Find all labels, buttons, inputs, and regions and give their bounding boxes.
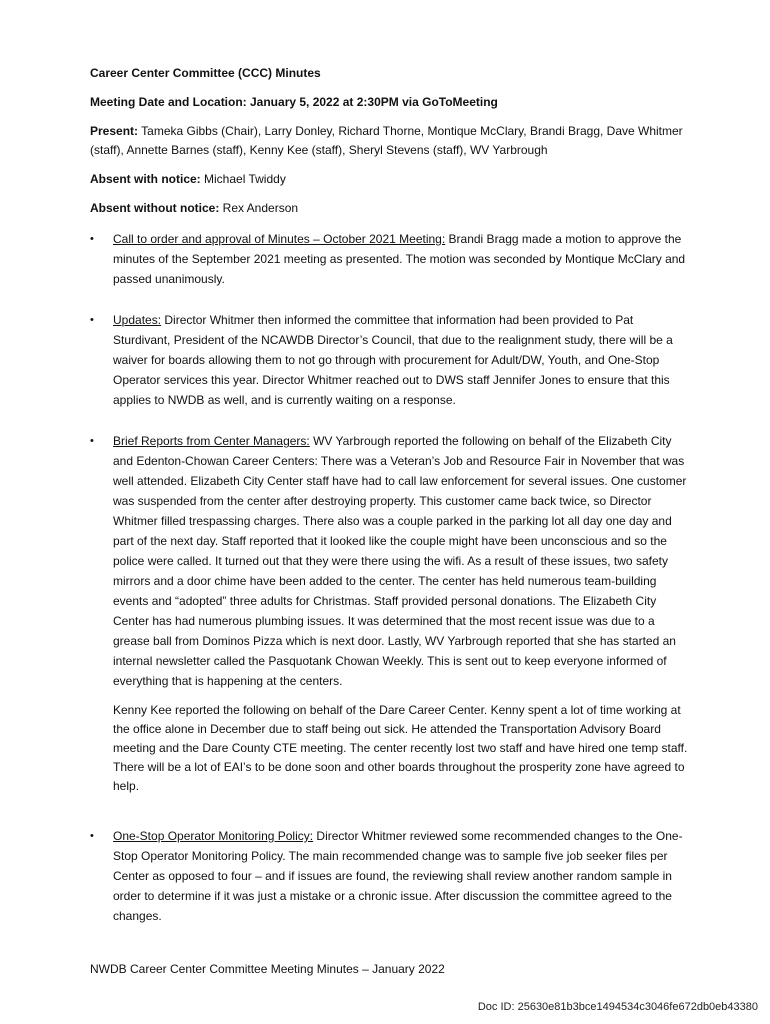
document-title: Career Center Committee (CCC) Minutes xyxy=(90,66,321,80)
agenda-item-center-reports xyxy=(90,431,688,691)
present-line xyxy=(90,122,688,160)
doc-id: Doc ID: 25630e81b3bce1494534c3046fe672db0eb43380 xyxy=(477,1001,758,1013)
bullet-icon: • xyxy=(90,830,94,842)
agenda-item-text: WV Yarbrough reported the following on behalf of the Elizabeth City and Edenton-Chowan Career Centers: There was a Veteran’s Job and Resource Fair in November that was well attended. Elizabeth City Center staff have had to call law enforcement for several issues. One customer was suspended from the center after destroying property. This customer came back twice, so Director Whitmer filled trespassing charges. There also was a couple parked in the parking lot all day one day and part of the next day. Staff reported that it looked like the couple might have been unconscious and so the police were called. It turned out that they were there using the wifi. As a result of these issues, two safety mirrors and a door chime have been added to the center. The center has held numerous team-building events and “adopted” three adults for Christmas. Staff provided personal donations. The Elizabeth City Center has had numerous plumbing issues. It was determined that the most recent issue was due to a grease ball from Dominos Pizza which is next door. Lastly, WV Yarbrough reported that she has started an internal newsletter called the Pasquotank Chowan Weekly. This is sent out to keep everyone informed of everything that is happening at the centers. xyxy=(113,434,687,688)
agenda-item-text: Director Whitmer then informed the committee that information had been provided to Pat Sturdivant, President of the NCAWDB Director’s Council, that due to the realignment study, there will be a waiver for boards allowing them to not go through with procurement for Adult/DW, Youth, and One-Stop Operator services this year. Director Whitmer reached out to DWS staff Jennifer Jones to ensure that this applies to NWDB as well, and is currently waiting on a response. xyxy=(113,313,673,407)
agenda-item-text: Brandi Bragg made a motion to approve the minutes of the September 2021 meeting as presented. The motion was seconded by Montique McClary and passed unanimously. xyxy=(113,232,686,286)
absent-with-notice-line xyxy=(90,170,688,189)
bullet-icon: • xyxy=(90,314,94,326)
agenda-item-heading: Brief Reports from Center Managers: xyxy=(113,434,310,448)
dare-center-report: Kenny Kee reported the following on behalf of the Dare Career Center. Kenny spent a lot of time working at the office alone in December due to staff being out sick. He attended the Transportation Advisory Board meeting and the Dare County CTE meeting. The center recently lost two staff and have hired one temp staff. There will be a lot of EAI’s to be done soon and other boards throughout the prosperity zone have agreed to help. xyxy=(113,703,688,793)
absent-without-notice-line xyxy=(90,199,688,218)
agenda-list xyxy=(90,229,688,926)
present-names: Tameka Gibbs (Chair), Larry Donley, Richard Thorne, Montique McClary, Brandi Bragg, Dave Whitmer (staff), Annette Barnes (staff), Kenny Kee (staff), Sheryl Stevens (staff), WV Yarbrough xyxy=(90,124,683,157)
absent-without-notice-names: Rex Anderson xyxy=(219,201,299,215)
agenda-item-heading: Updates: xyxy=(113,313,162,327)
agenda-item-call-to-order xyxy=(90,229,688,289)
absent-without-notice-label: Absent without notice: xyxy=(90,201,220,215)
minutes-page xyxy=(90,64,688,926)
agenda-item-center-reports-continued xyxy=(90,701,688,796)
bullet-icon: • xyxy=(90,233,94,245)
bullet-icon: • xyxy=(90,435,94,447)
agenda-item-one-stop-policy xyxy=(90,826,688,926)
agenda-item-heading: Call to order and approval of Minutes – October 2021 Meeting: xyxy=(113,232,446,246)
absent-with-notice-names: Michael Twiddy xyxy=(200,172,286,186)
meeting-date-location: Meeting Date and Location: January 5, 2022 at 2:30PM via GoToMeeting xyxy=(90,95,498,109)
absent-with-notice-label: Absent with notice: xyxy=(90,172,201,186)
page-footer: NWDB Career Center Committee Meeting Minutes – January 2022 xyxy=(90,962,445,976)
present-label: Present: xyxy=(90,124,139,138)
agenda-item-text: Director Whitmer reviewed some recommended changes to the One-Stop Operator Monitoring Policy. The main recommended change was to sample five job seeker files per Center as opposed to four – and if issues are found, the reviewing shall review another random sample in order to determine if it was just a mistake or a chronic issue. After discussion the committee agreed to the changes. xyxy=(113,829,683,923)
agenda-item-updates xyxy=(90,310,688,410)
agenda-item-heading: One-Stop Operator Monitoring Policy: xyxy=(113,829,314,843)
